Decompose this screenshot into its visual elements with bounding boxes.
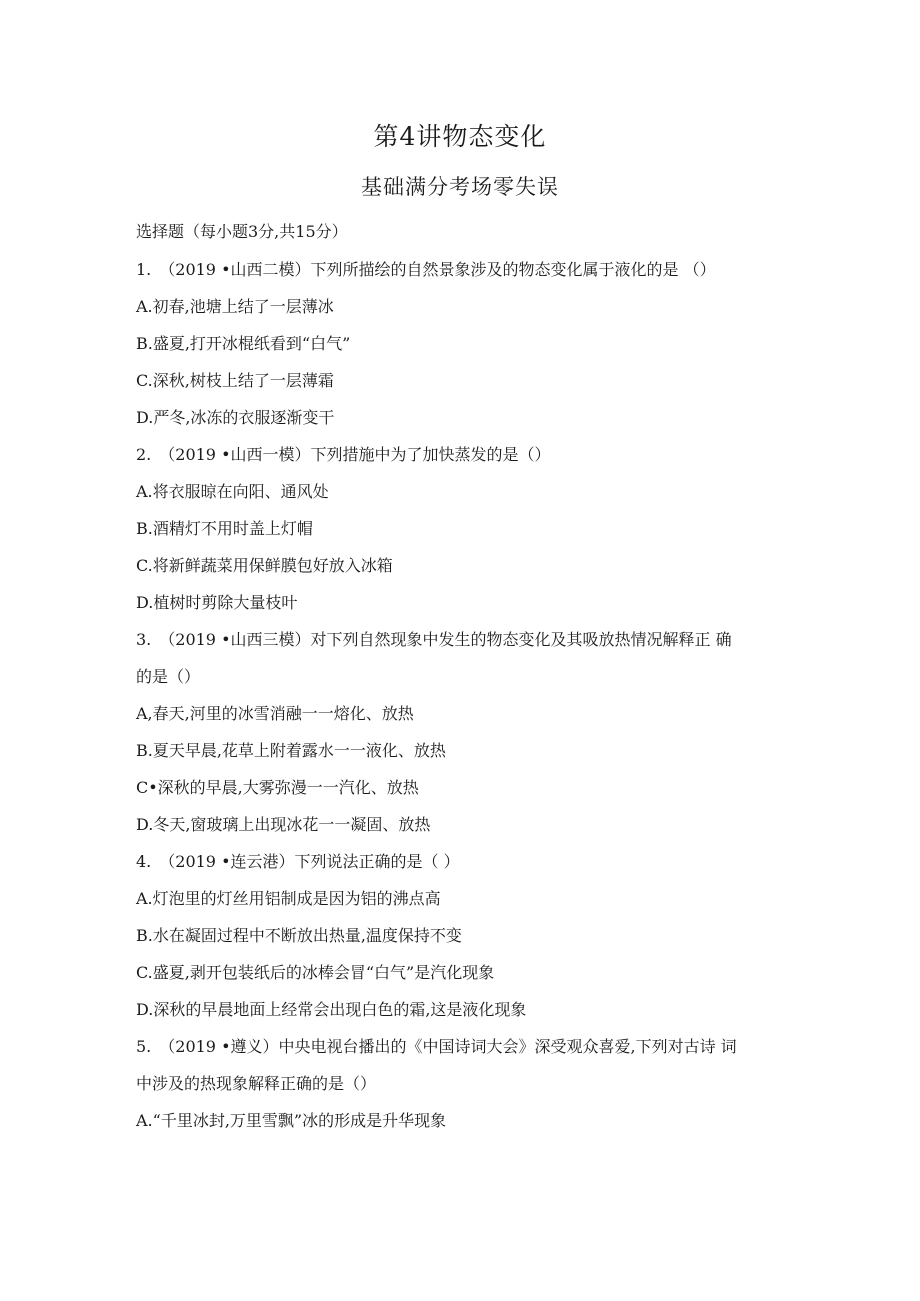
option-c: C.深秋,树枝上结了一层薄霜 bbox=[136, 371, 334, 390]
option-d: D.严冬,冰冻的衣服逐渐变干 bbox=[136, 408, 335, 427]
question-stem-continued: 的是（） bbox=[136, 667, 201, 686]
option-b: B.盛夏,打开冰棍纸看到“白气” bbox=[136, 334, 351, 353]
section-heading: 选择题（每小题3分,共15分） bbox=[136, 222, 348, 241]
question-1 bbox=[136, 251, 796, 436]
page-subtitle: 基础满分考场零失误 bbox=[361, 175, 559, 199]
question-4 bbox=[136, 843, 796, 1028]
option-a: A.将衣服晾在向阳、通风处 bbox=[136, 482, 329, 501]
question-stem: 3. （2019 •山西三模）对下列自然现象中发生的物态变化及其吸放热情况解释正 确 bbox=[136, 630, 732, 649]
option-d: D.植树时剪除大量枝叶 bbox=[136, 593, 298, 612]
question-stem: 4. （2019 •连云港）下列说法正确的是（ ） bbox=[136, 852, 460, 871]
question-stem: 2. （2019 •山西一模）下列措施中为了加快蒸发的是（） bbox=[136, 445, 551, 464]
question-stem-continued: 中涉及的热现象解释正确的是（） bbox=[136, 1074, 377, 1093]
question-3 bbox=[136, 621, 796, 843]
page-title: 第4讲物态变化 bbox=[373, 122, 547, 151]
question-5 bbox=[136, 1028, 796, 1139]
question-stem: 5. （2019 •遵义）中央电视台播出的《中国诗词大会》深受观众喜爱,下列对古诗 词 bbox=[136, 1037, 737, 1056]
option-a: A.“千里冰封,万里雪飘”冰的形成是升华现象 bbox=[136, 1111, 447, 1130]
option-d: D.冬天,窗玻璃上出现冰花一一凝固、放热 bbox=[136, 815, 431, 834]
option-d: D.深秋的早晨地面上经常会出现白色的霜,这是液化现象 bbox=[136, 1000, 527, 1019]
document-body bbox=[136, 216, 796, 1139]
question-2 bbox=[136, 436, 796, 621]
option-b: B.水在凝固过程中不断放出热量,温度保持不变 bbox=[136, 926, 462, 945]
option-a: A,春天,河里的冰雪消融一一熔化、放热 bbox=[136, 704, 414, 723]
option-b: B.夏天早晨,花草上附着露水一一液化、放热 bbox=[136, 741, 446, 760]
option-c: C.盛夏,剥开包装纸后的冰棒会冒“白气”是汽化现象 bbox=[136, 963, 495, 982]
option-c: C.将新鲜蔬菜用保鲜膜包好放入冰箱 bbox=[136, 556, 393, 575]
option-a: A.灯泡里的灯丝用铝制成是因为铝的沸点高 bbox=[136, 889, 441, 908]
option-c: C•深秋的早晨,大雾弥漫一一汽化、放热 bbox=[136, 778, 419, 797]
option-b: B.酒精灯不用时盖上灯帽 bbox=[136, 519, 313, 538]
question-stem: 1. （2019 •山西二模）下列所描绘的自然景象涉及的物态变化属于液化的是 （） bbox=[136, 260, 716, 279]
option-a: A.初春,池塘上结了一层薄冰 bbox=[136, 297, 334, 316]
